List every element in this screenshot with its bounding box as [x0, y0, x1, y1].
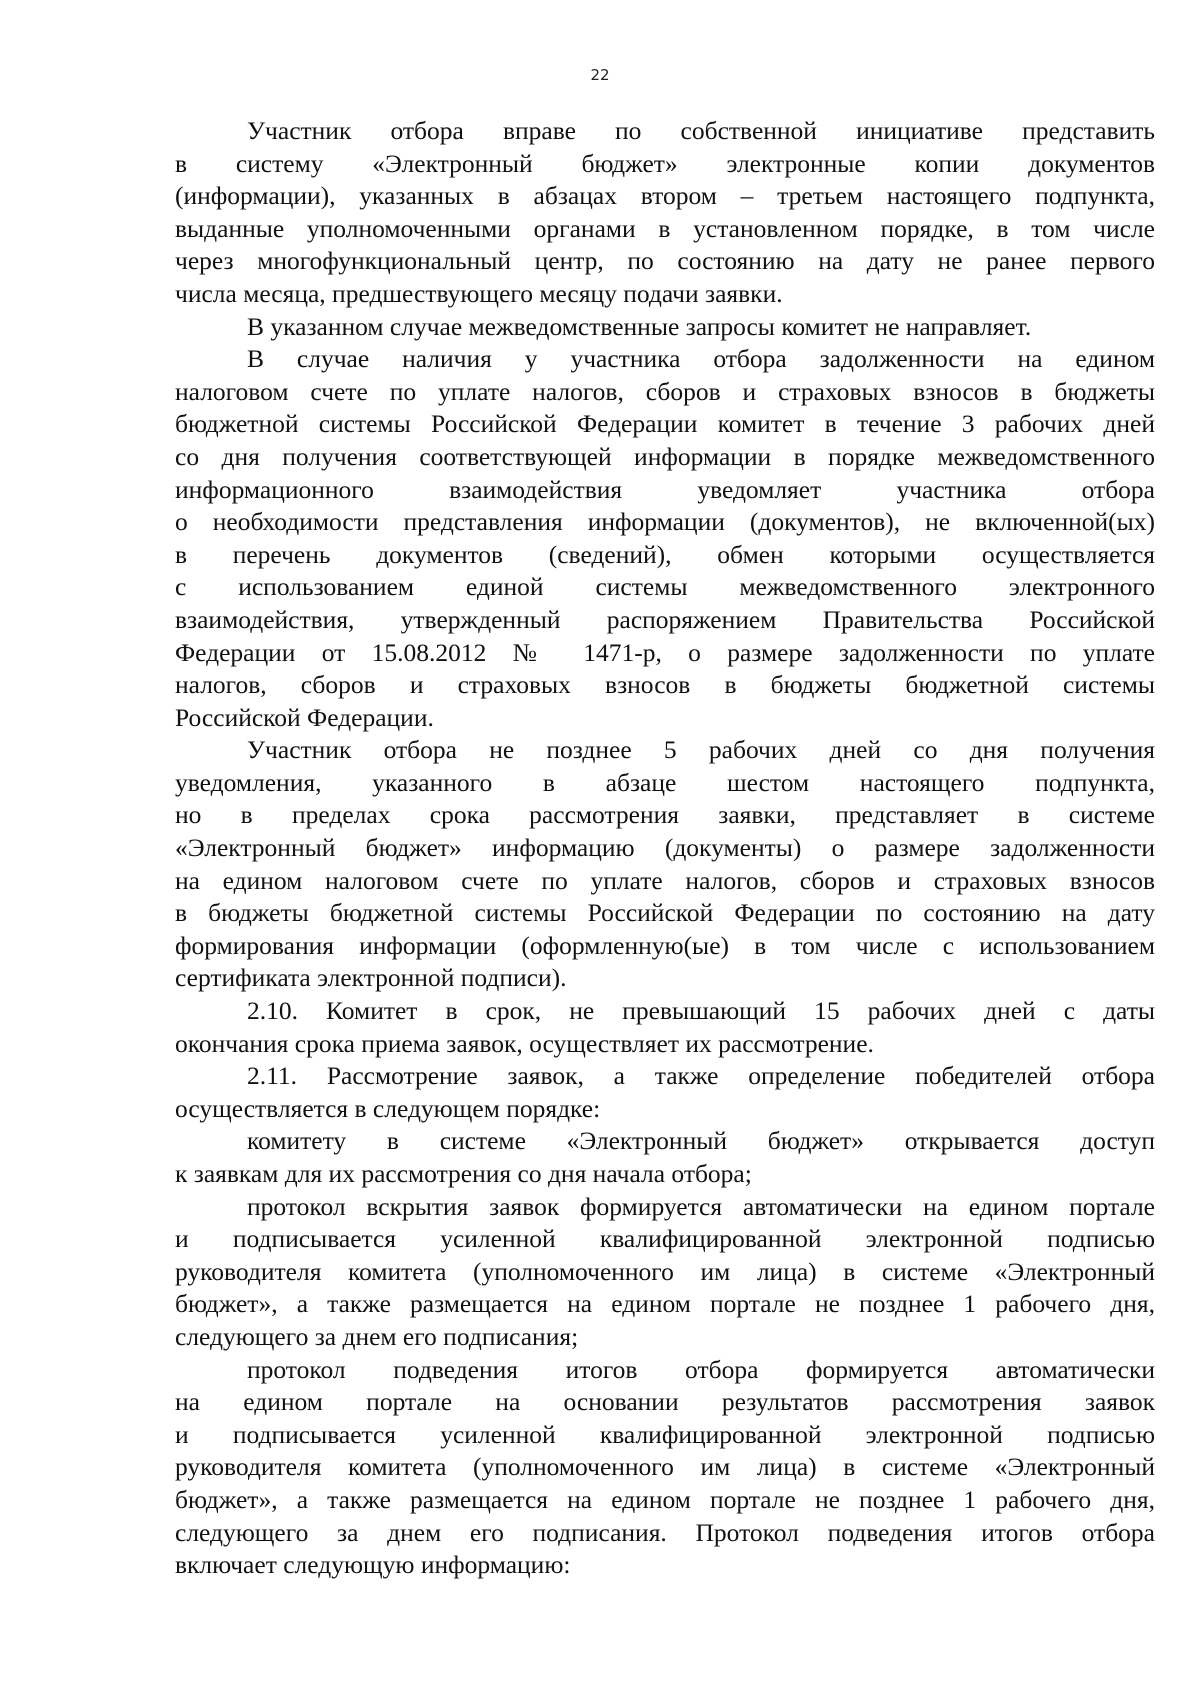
- text-line: информационного взаимодействия уведомляет участника отбора: [175, 474, 1155, 504]
- text-line: руководителя комитета (уполномоченного им лица) в системе «Электронный: [175, 1256, 1155, 1286]
- text-line: в перечень документов (сведений), обмен которыми осуществляется: [175, 539, 1155, 569]
- text-line: руководителя комитета (уполномоченного им лица) в системе «Электронный: [175, 1452, 1155, 1482]
- text-line: Российской Федерации.: [175, 702, 434, 732]
- paragraph: [175, 734, 1155, 995]
- text-line: протокол вскрытия заявок формируется автоматически на едином портале: [247, 1191, 1155, 1221]
- text-line: 2.10. Комитет в срок, не превышающий 15 рабочих дней с даты: [247, 996, 1155, 1026]
- paragraph: [175, 1354, 1155, 1582]
- text-line: бюджет», а также размещается на едином портале не позднее 1 рабочего дня,: [175, 1289, 1155, 1319]
- text-line: В указанном случае межведомственные запросы комитет не направляет.: [247, 311, 1032, 341]
- text-line: В случае наличия у участника отбора задолженности на едином: [247, 344, 1155, 374]
- text-line: числа месяца, предшествующего месяцу подачи заявки.: [175, 278, 783, 308]
- paragraph: [175, 115, 1155, 311]
- text-line: налоговом счете по уплате налогов, сборов и страховых взносов в бюджеты: [175, 376, 1155, 406]
- paragraph: [175, 311, 1155, 344]
- text-line: Участник отбора вправе по собственной инициативе представить: [247, 116, 1155, 145]
- paragraph: [175, 995, 1155, 1060]
- text-line: формирования информации (оформленную(ые) в том числе с использованием: [175, 930, 1155, 960]
- text-line: в систему «Электронный бюджет» электронные копии документов: [175, 148, 1155, 178]
- text-line: с использованием единой системы межведомственного электронного: [175, 572, 1155, 602]
- document-body: [175, 115, 1155, 1582]
- page-number: 22: [590, 66, 610, 84]
- text-line: следующего за днем его подписания. Протокол подведения итогов отбора: [175, 1517, 1155, 1547]
- paragraph: [175, 1191, 1155, 1354]
- text-line: следующего за днем его подписания;: [175, 1321, 579, 1351]
- text-line: комитету в системе «Электронный бюджет» открывается доступ: [247, 1126, 1155, 1156]
- text-line: бюджетной системы Российской Федерации комитет в течение 3 рабочих дней: [175, 409, 1155, 439]
- text-line: уведомления, указанного в абзаце шестом настоящего подпункта,: [175, 767, 1155, 797]
- text-line: со дня получения соответствующей информации в порядке межведомственного: [175, 441, 1155, 471]
- text-line: о необходимости представления информации (документов), не включенной(ых): [175, 507, 1155, 537]
- text-line: в бюджеты бюджетной системы Российской Федерации по состоянию на дату: [175, 898, 1155, 928]
- text-line: окончания срока приема заявок, осуществляет их рассмотрение.: [175, 1028, 874, 1058]
- text-line: протокол подведения итогов отбора формируется автоматически: [247, 1354, 1155, 1384]
- text-line: (информации), указанных в абзацах втором – третьем настоящего подпункта,: [175, 181, 1155, 211]
- paragraph: [175, 1125, 1155, 1190]
- paragraph: [175, 1060, 1155, 1125]
- text-line: «Электронный бюджет» информацию (документы) о размере задолженности: [175, 833, 1155, 863]
- text-line: Федерации от 15.08.2012 № 1471-р, о размере задолженности по уплате: [175, 637, 1155, 667]
- text-line: бюджет», а также размещается на едином портале не позднее 1 рабочего дня,: [175, 1484, 1155, 1514]
- text-line: взаимодействия, утвержденный распоряжением Правительства Российской: [175, 604, 1155, 634]
- text-line: включает следующую информацию:: [175, 1550, 571, 1580]
- text-line: на едином налоговом счете по уплате налогов, сборов и страховых взносов: [175, 865, 1155, 895]
- text-line: и подписывается усиленной квалифицированной электронной подписью: [175, 1224, 1155, 1254]
- paragraph: [175, 343, 1155, 734]
- text-line: но в пределах срока рассмотрения заявки, представляет в системе: [175, 800, 1155, 830]
- text-line: Участник отбора не позднее 5 рабочих дней со дня получения: [247, 735, 1155, 765]
- text-line: через многофункциональный центр, по состоянию на дату не ранее первого: [175, 246, 1155, 276]
- text-line: налогов, сборов и страховых взносов в бюджеты бюджетной системы: [175, 670, 1155, 700]
- text-line: к заявкам для их рассмотрения со дня начала отбора;: [175, 1159, 752, 1188]
- text-line: сертификата электронной подписи).: [175, 963, 567, 993]
- text-line: выданные уполномоченными органами в установленном порядке, в том числе: [175, 213, 1155, 243]
- text-line: 2.11. Рассмотрение заявок, а также определение победителей отбора: [247, 1061, 1155, 1091]
- text-line: осуществляется в следующем порядке:: [175, 1093, 601, 1123]
- text-line: на едином портале на основании результатов рассмотрения заявок: [175, 1387, 1155, 1417]
- text-line: и подписывается усиленной квалифицированной электронной подписью: [175, 1419, 1155, 1449]
